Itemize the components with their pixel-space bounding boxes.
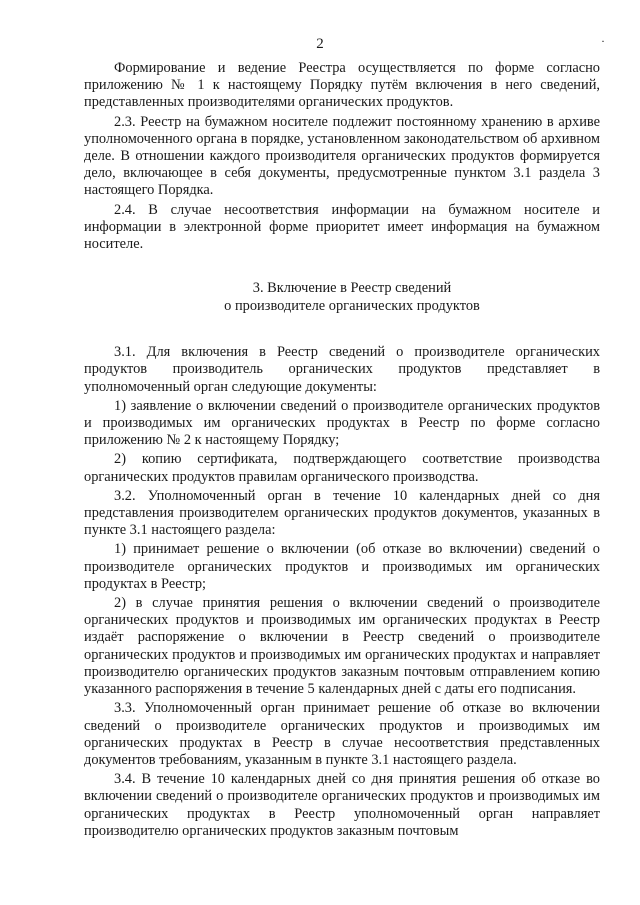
paragraph-3-2: 3.2. Уполномоченный орган в течение 10 календарных дней со дня представления производителем органических продуктов документов, указанных в пункте 3.1 настоящего раздела:	[84, 487, 600, 539]
section-heading-line-1: 3. Включение в Реестр сведений	[252, 280, 452, 297]
paragraph-3-3: 3.3. Уполномоченный орган принимает решение об отказе во включении сведений о производителе органических продуктов и производимых им органических продуктах в Реестр в случае несоответствия представленных документов требованиям, указанным в пункте 3.1 настоящего раздела.	[84, 700, 600, 768]
page-number: 2	[316, 36, 324, 52]
paragraph-3-4: 3.4. В течение 10 календарных дней со дня принятия решения об отказе во включении сведений о производителе органических продуктов и производимых им органических продуктах в Реестр уполномоченный орган направляет производителю органических продуктов заказным почтовым	[84, 771, 600, 839]
paragraph-registry-formation: Формирование и ведение Реестра осуществляется по форме согласно приложению № 1 к настоящему Порядку путём включения в него сведений, представленных производителями органических продуктов.	[84, 60, 600, 111]
paragraph-3-2-item-1: 1) принимает решение о включении (об отказе во включении) сведений о производителе органических продуктов и производимых им органических продуктах в Реестр;	[84, 541, 600, 592]
corner-mark: ·	[601, 34, 605, 48]
paragraph-2-4: 2.4. В случае несоответствия информации на бумажном носителе и информации в электронной форме приоритет имеет информация на бумажном носителе.	[84, 201, 600, 253]
paragraph-3-1-item-1: 1) заявление о включении сведений о производителе органических продуктов и производимых им органических продуктах в Реестр по форме согласно приложению № 2 к настоящему Порядку;	[84, 397, 600, 449]
section-heading-line-2: о производителе органических продуктов	[224, 298, 480, 315]
document-body	[84, 60, 600, 840]
paragraph-2-3: 2.3. Реестр на бумажном носителе подлежит постоянному хранению в архиве уполномоченного органа в порядке, установленном законодательством об архивном деле. В отношении каждого производителя органических продуктов формируется дело, включающее в себя документы, предусмотренные пунктом 3.1 раздела 3 настоящего Порядка.	[84, 113, 600, 199]
paragraph-3-1-item-2: 2) копию сертификата, подтверждающего соответствие производства органических продуктов правилам органического производства.	[84, 451, 600, 485]
section-3-heading	[84, 279, 600, 315]
paragraph-3-1: 3.1. Для включения в Реестр сведений о производителе органических продуктов производитель органических продуктов представляет в уполномоченный орган следующие документы:	[84, 344, 600, 395]
paragraph-3-2-item-2: 2) в случае принятия решения о включении сведений о производителе органических продуктов и производимых им органических продуктах в Реестр издаёт распоряжение о включении в Реестр сведений о производителе органических продуктов и производимых им органических продуктах и направляет производителю органических продуктов заказным почтовым отправлением копию указанного распоряжения в течение 5 календарных дней с даты его подписания.	[84, 595, 600, 698]
